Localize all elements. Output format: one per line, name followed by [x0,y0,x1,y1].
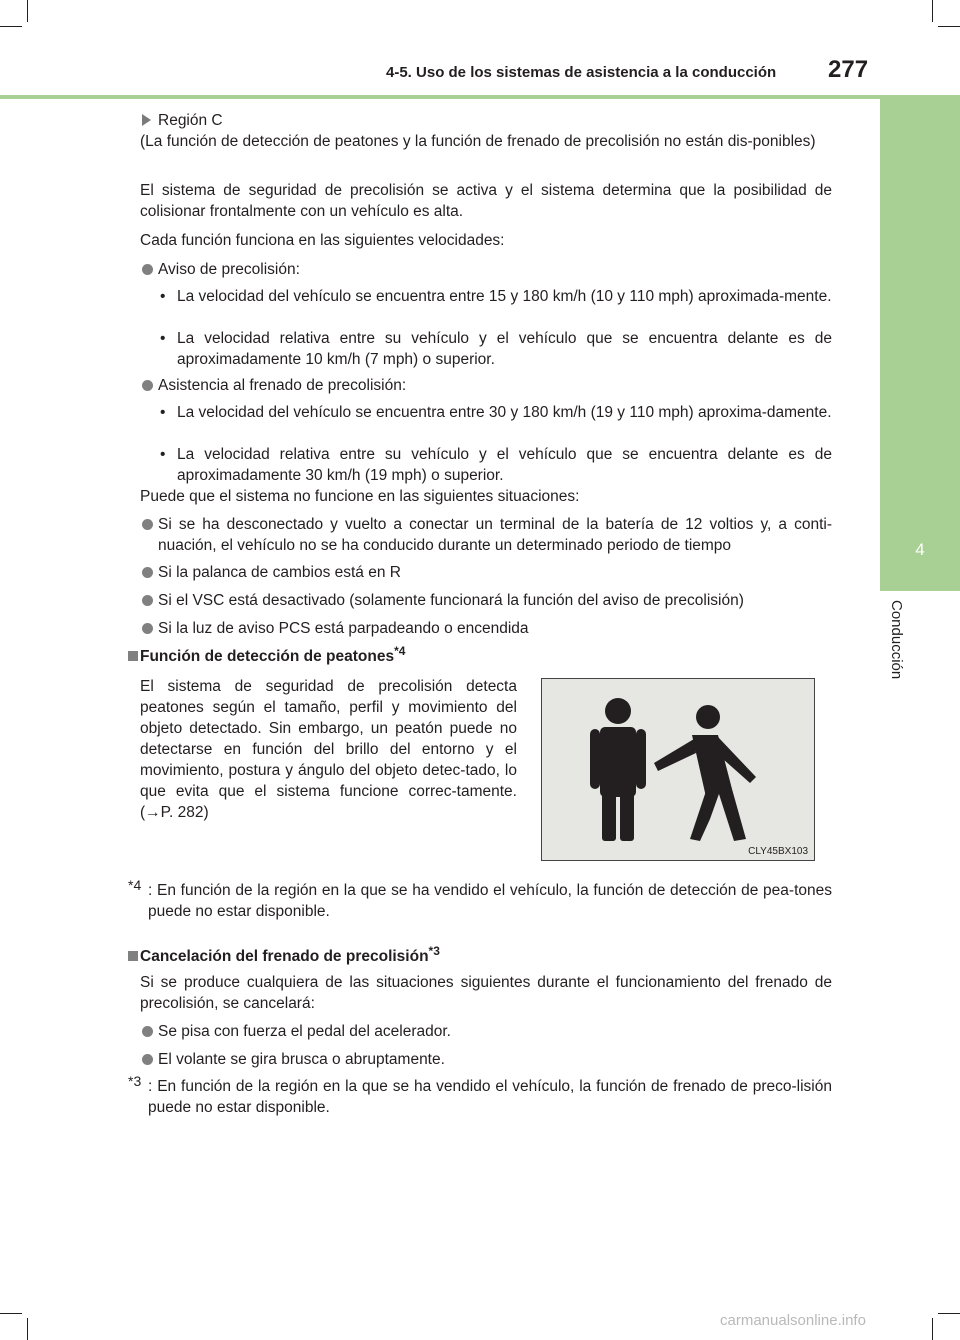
speeds-paragraph: Cada función funciona en las siguientes velocidades: [140,232,505,249]
crop-mark [27,1318,28,1340]
situation-item [140,618,832,639]
circle-bullet-icon [142,519,153,530]
chapter-number: 4 [915,540,925,559]
square-bullet-icon [128,951,138,961]
crop-mark [938,26,960,27]
brake-assist-title: Asistencia al frenado de precolisión: [158,377,407,394]
situation-item [140,562,832,583]
warning-relative-item [160,328,832,370]
footnote-4-text: : En función de la región en la que se ha vendido el vehículo, la función de detección de pea-tones puede no estar disponible. [148,882,832,920]
brake-assist-item [140,375,832,396]
page-number: 277 [828,56,869,83]
small-bullet-icon: • [160,404,166,421]
footnote-ref: *3 [428,944,440,958]
chapter-label: Conducción [888,600,905,680]
crop-mark [27,0,28,22]
cancel-item [140,1049,832,1070]
pedestrian-figure [541,678,815,861]
brake-relative-text: La velocidad relativa entre su vehículo y el vehículo que se encuentra delante es de aproximadamente 30 km/h (19 mph) o superior. [177,446,832,484]
circle-bullet-icon [142,623,153,634]
crop-mark [932,1318,933,1340]
warning-item [140,259,832,280]
situation-item [140,590,832,611]
circle-bullet-icon [142,264,153,275]
pedestrian-heading: Función de detección de peatones [140,648,395,665]
brake-speed-item [160,402,832,423]
pedestrian-heading-block [140,646,832,667]
cancel-item [140,1021,832,1042]
small-bullet-icon: • [160,330,166,347]
circle-bullet-icon [142,595,153,606]
footnote-mark: *3 [128,1073,142,1089]
footnote-3-text: : En función de la región en la que se ha vendido el vehículo, la función de frenado de preco-lisión puede no estar disponible. [148,1078,832,1116]
brake-speed-text: La velocidad del vehículo se encuentra entre 30 y 180 km/h (19 y 110 mph) aproxima-damente. [177,404,832,421]
region-c-note: (La función de detección de peatones y la función de frenado de precolisión no están dis-ponibles) [140,133,816,150]
cancel-heading: Cancelación del frenado de precolisión [140,948,429,965]
activation-paragraph: El sistema de seguridad de precolisión se activa y el sistema determina que la posibilidad de colisionar frontalmente con un vehículo es alta. [140,182,832,220]
circle-bullet-icon [142,567,153,578]
square-bullet-icon [128,651,138,661]
section-title: 4-5. Uso de los sistemas de asistencia a la conducción [386,64,777,81]
crop-mark [0,26,22,27]
circle-bullet-icon [142,380,153,391]
crop-mark [932,0,933,22]
crop-mark [938,1313,960,1314]
small-bullet-icon: • [160,446,166,463]
chapter-tab [880,99,960,591]
walking-pedestrian-icon [654,705,756,841]
cancel-item-text: Se pisa con fuerza el pedal del acelerador. [158,1023,451,1040]
figure-code: CLY45BX103 [748,846,808,857]
circle-bullet-icon [142,1026,153,1037]
header-rule [0,95,960,99]
footer-watermark: carmanualsonline.info [720,1312,866,1329]
triangle-bullet-icon [142,114,151,126]
footnote-ref: *4 [394,644,406,658]
chapter-label-box [888,600,908,700]
footnote-4 [128,877,832,922]
region-c-block [140,110,832,152]
not-function-paragraph: Puede que el sistema no funcione en las siguientes situaciones: [140,488,580,505]
warning-title: Aviso de precolisión: [158,261,300,278]
situation-item [140,514,832,556]
cancel-text: Si se produce cualquiera de las situaciones siguientes durante el funcionamiento del frenado de precolisión, se cancelará: [140,974,832,1012]
situation-text: Si el VSC está desactivado (solamente funcionará la función del aviso de precolisión) [158,592,744,609]
crop-mark [0,1313,22,1314]
situation-text: Si se ha desconectado y vuelto a conectar un terminal de la batería de 12 voltios y, a conti-nuación, el vehículo no se ha conducido durante un determinado periodo de tiempo [158,516,832,554]
warning-speed-text: La velocidad del vehículo se encuentra entre 15 y 180 km/h (10 y 110 mph) aproximada-mente. [177,288,832,305]
pedestrian-pictogram-icon [542,679,814,860]
warning-relative-text: La velocidad relativa entre su vehículo y el vehículo que se encuentra delante es de aproximadamente 10 km/h (7 mph) o superior. [177,330,832,368]
cancel-item-text: El volante se gira brusca o abruptamente. [158,1051,445,1068]
footnote-3 [128,1073,832,1118]
circle-bullet-icon [142,1054,153,1065]
warning-speed-item [160,286,832,307]
small-bullet-icon: • [160,288,166,305]
footnote-mark: *4 [128,877,142,893]
standing-pedestrian-icon [590,698,646,841]
brake-relative-item [160,444,832,486]
situation-text: Si la luz de aviso PCS está parpadeando o encendida [158,620,529,637]
cancel-heading-block [140,946,832,967]
situation-text: Si la palanca de cambios está en R [158,564,401,581]
pedestrian-text: El sistema de seguridad de precolisión detecta peatones según el tamaño, perfil y movimiento del objeto detectado. Sin embargo, un peatón puede no detectarse en función del brillo del entorno y el movimiento, postura y ángulo del objeto detec-tado, lo que evita que el sistema funcione correc-tamente. (→P. 282) [140,678,517,821]
region-c-title: Región C [158,112,223,129]
